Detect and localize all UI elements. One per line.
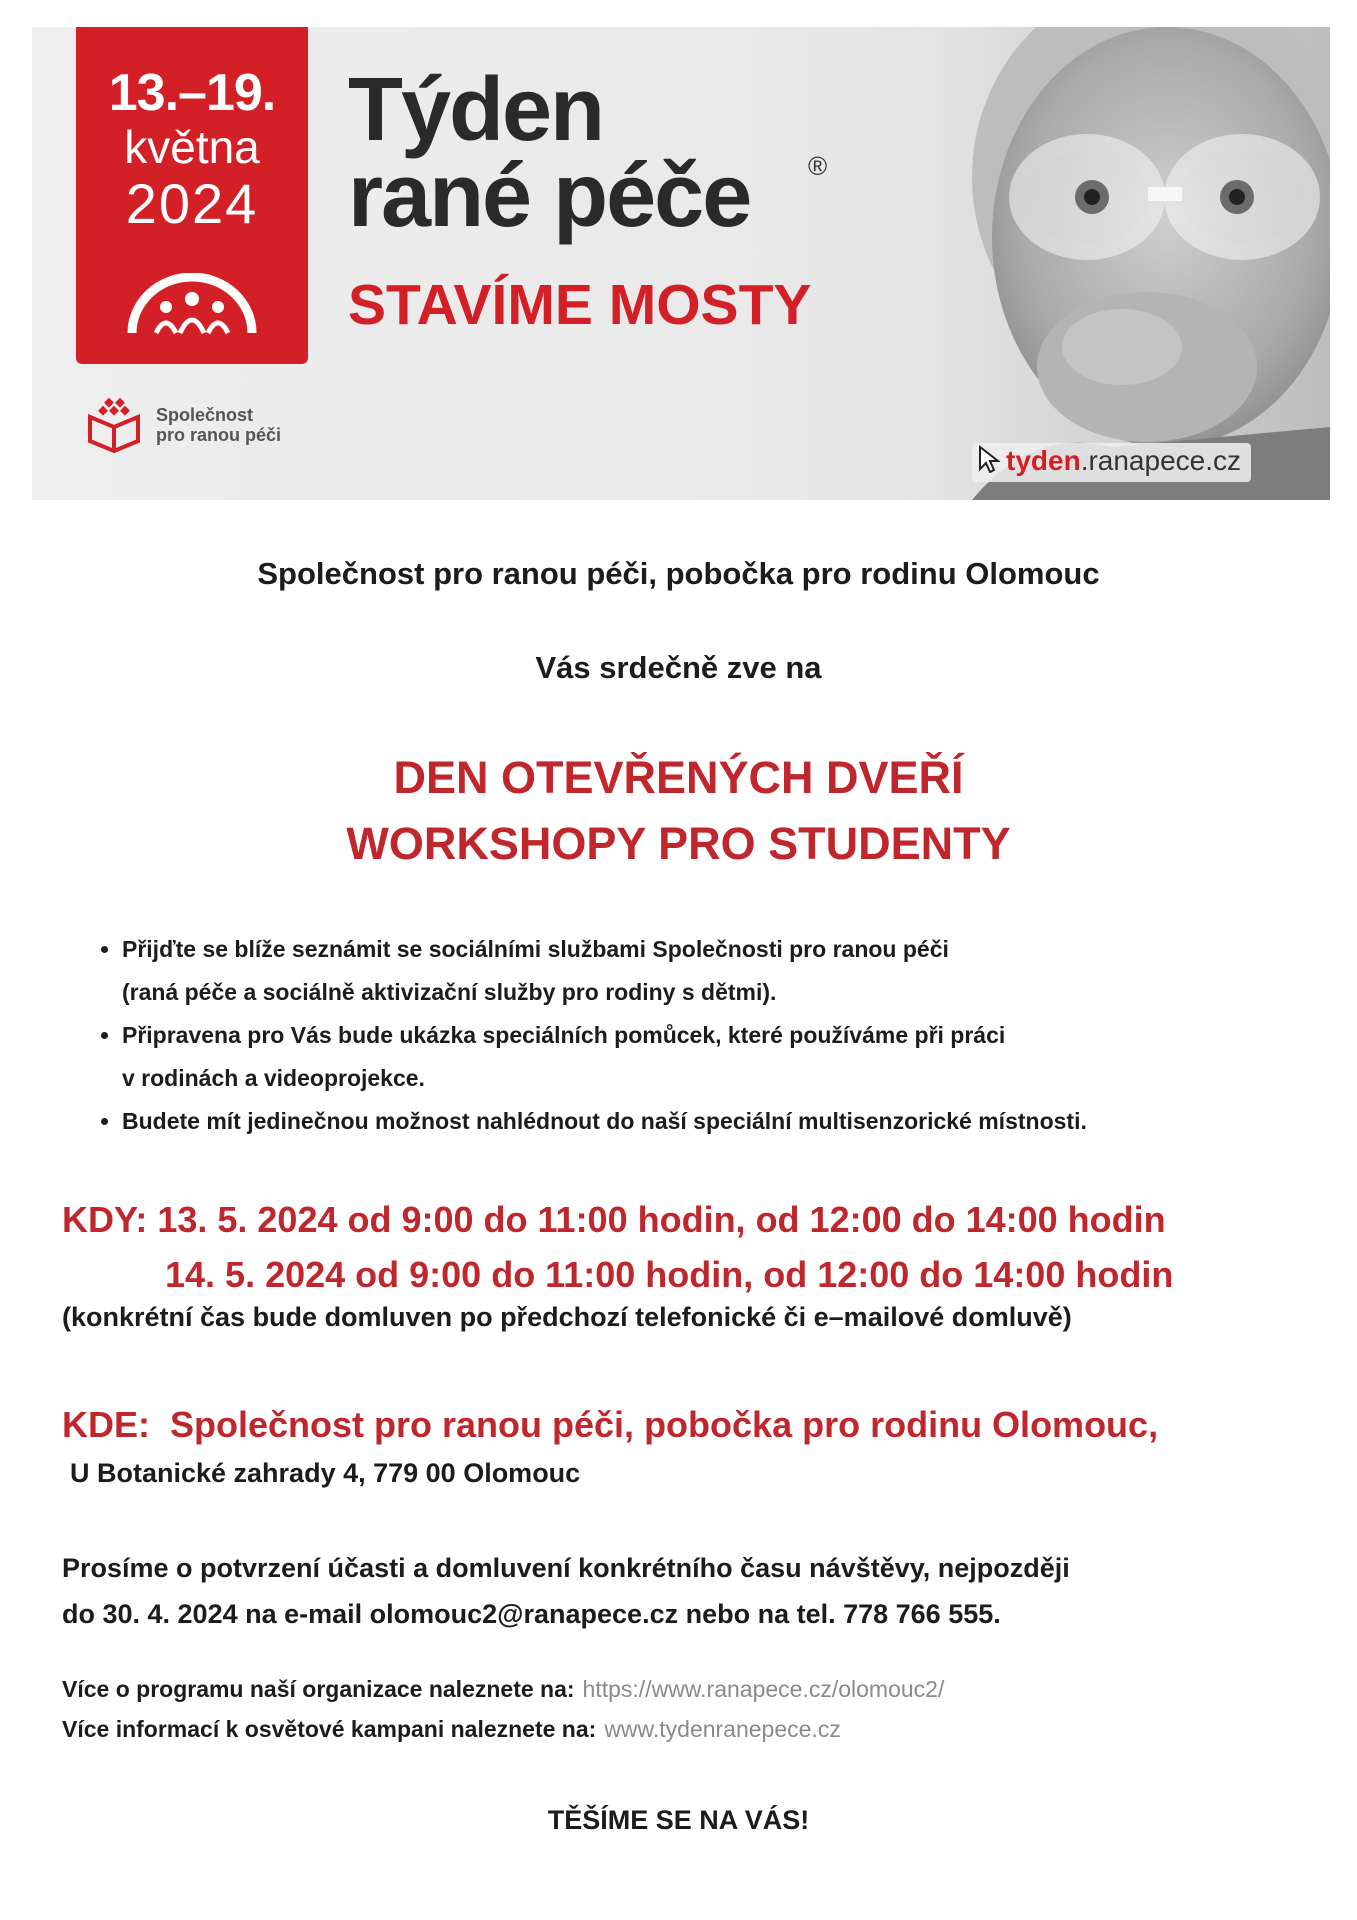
event-date-line2: 14. 5. 2024 od 9:00 do 11:00 hodin, od 12:00 do 14:00 hodin xyxy=(165,1254,1174,1295)
campaign-url-link[interactable]: www.tydenranepece.cz xyxy=(604,1716,841,1742)
rsvp-request xyxy=(62,1545,1302,1637)
list-item xyxy=(122,1100,1322,1143)
family-arch-icon xyxy=(126,273,258,340)
organization-logo-text xyxy=(156,405,281,445)
bullet-3-line1: Budete mít jedinečnou možnost nahlédnout do naší speciální multisenzorické místnosti. xyxy=(122,1108,1087,1134)
date-year: 2024 xyxy=(125,172,259,235)
event-date-line1: KDY: 13. 5. 2024 od 9:00 do 11:00 hodin, od 12:00 do 14:00 hodin xyxy=(62,1199,1166,1240)
organization-logo-icon xyxy=(84,397,144,458)
registered-mark: ® xyxy=(808,151,828,181)
closing-text: TĚŠÍME SE NA VÁS! xyxy=(547,1805,810,1835)
child-photo xyxy=(912,27,1330,500)
event-location: KDE: Společnost pro ranou péči, pobočka pro rodinu Olomouc, xyxy=(62,1404,1159,1445)
bullet-2-line2: v rodinách a videoprojekce. xyxy=(122,1065,425,1091)
campaign-info-label: Více informací k osvětové kampani naleznete na: xyxy=(62,1716,597,1742)
event-title-line1: DEN OTEVŘENÝCH DVEŘÍ xyxy=(393,752,964,803)
rsvp-line1: Prosíme o potvrzení účasti a domluvení konkrétního času návštěvy, nejpozději xyxy=(62,1553,1070,1583)
program-info xyxy=(62,1676,944,1703)
bullet-2-line1: Připravena pro Vás bude ukázka speciálních pomůcek, které používáme při práci xyxy=(122,1022,1006,1048)
website-highlight: tyden xyxy=(1006,445,1081,476)
campaign-banner xyxy=(32,27,1330,500)
invitation-text: Vás srdečně zve na xyxy=(535,650,822,685)
program-url-link[interactable]: https://www.ranapece.cz/olomouc2/ xyxy=(582,1676,945,1702)
cursor-arrow-icon xyxy=(978,445,1000,480)
organization-heading: Společnost pro ranou péči, pobočka pro rodinu Olomouc xyxy=(257,556,1100,591)
date-box xyxy=(76,27,308,364)
program-info-label: Více o programu naší organizace naleznete na: xyxy=(62,1676,575,1702)
list-item xyxy=(122,928,1322,1014)
info-bullet-list xyxy=(90,928,1322,1143)
event-time-note: (konkrétní čas bude domluven po předchozí telefonické či e–mailové domluvě) xyxy=(62,1302,1072,1332)
campaign-info xyxy=(62,1716,841,1743)
campaign-slogan: STAVÍME MOSTY xyxy=(348,273,812,337)
child-photo-illustration xyxy=(912,27,1330,500)
campaign-title-line1: Týden xyxy=(348,60,604,160)
rsvp-line2: do 30. 4. 2024 na e-mail olomouc2@ranapece.cz nebo na tel. 778 766 555. xyxy=(62,1599,1001,1629)
bullet-1-line2: (raná péče a sociálně aktivizační služby pro rodiny s dětmi). xyxy=(122,979,777,1005)
event-title xyxy=(0,745,1357,877)
list-item xyxy=(122,1014,1322,1100)
website-domain: .ranapece.cz xyxy=(1080,445,1242,476)
org-logo-line1: Společnost xyxy=(156,405,254,425)
date-month: května xyxy=(124,121,260,173)
event-address: U Botanické zahrady 4, 779 00 Olomouc xyxy=(70,1458,581,1488)
org-logo-line2: pro ranou péči xyxy=(156,425,282,445)
event-title-line2: WORKSHOPY PRO STUDENTY xyxy=(346,818,1011,869)
campaign-website-link[interactable] xyxy=(972,443,1251,482)
bullet-1-line1: Přijďte se blíže seznámit se sociálními službami Společnosti pro ranou péči xyxy=(122,936,949,962)
event-dates xyxy=(62,1192,1173,1302)
campaign-title-line2: rané péče xyxy=(348,146,751,246)
date-range: 13.–19. xyxy=(108,64,276,122)
